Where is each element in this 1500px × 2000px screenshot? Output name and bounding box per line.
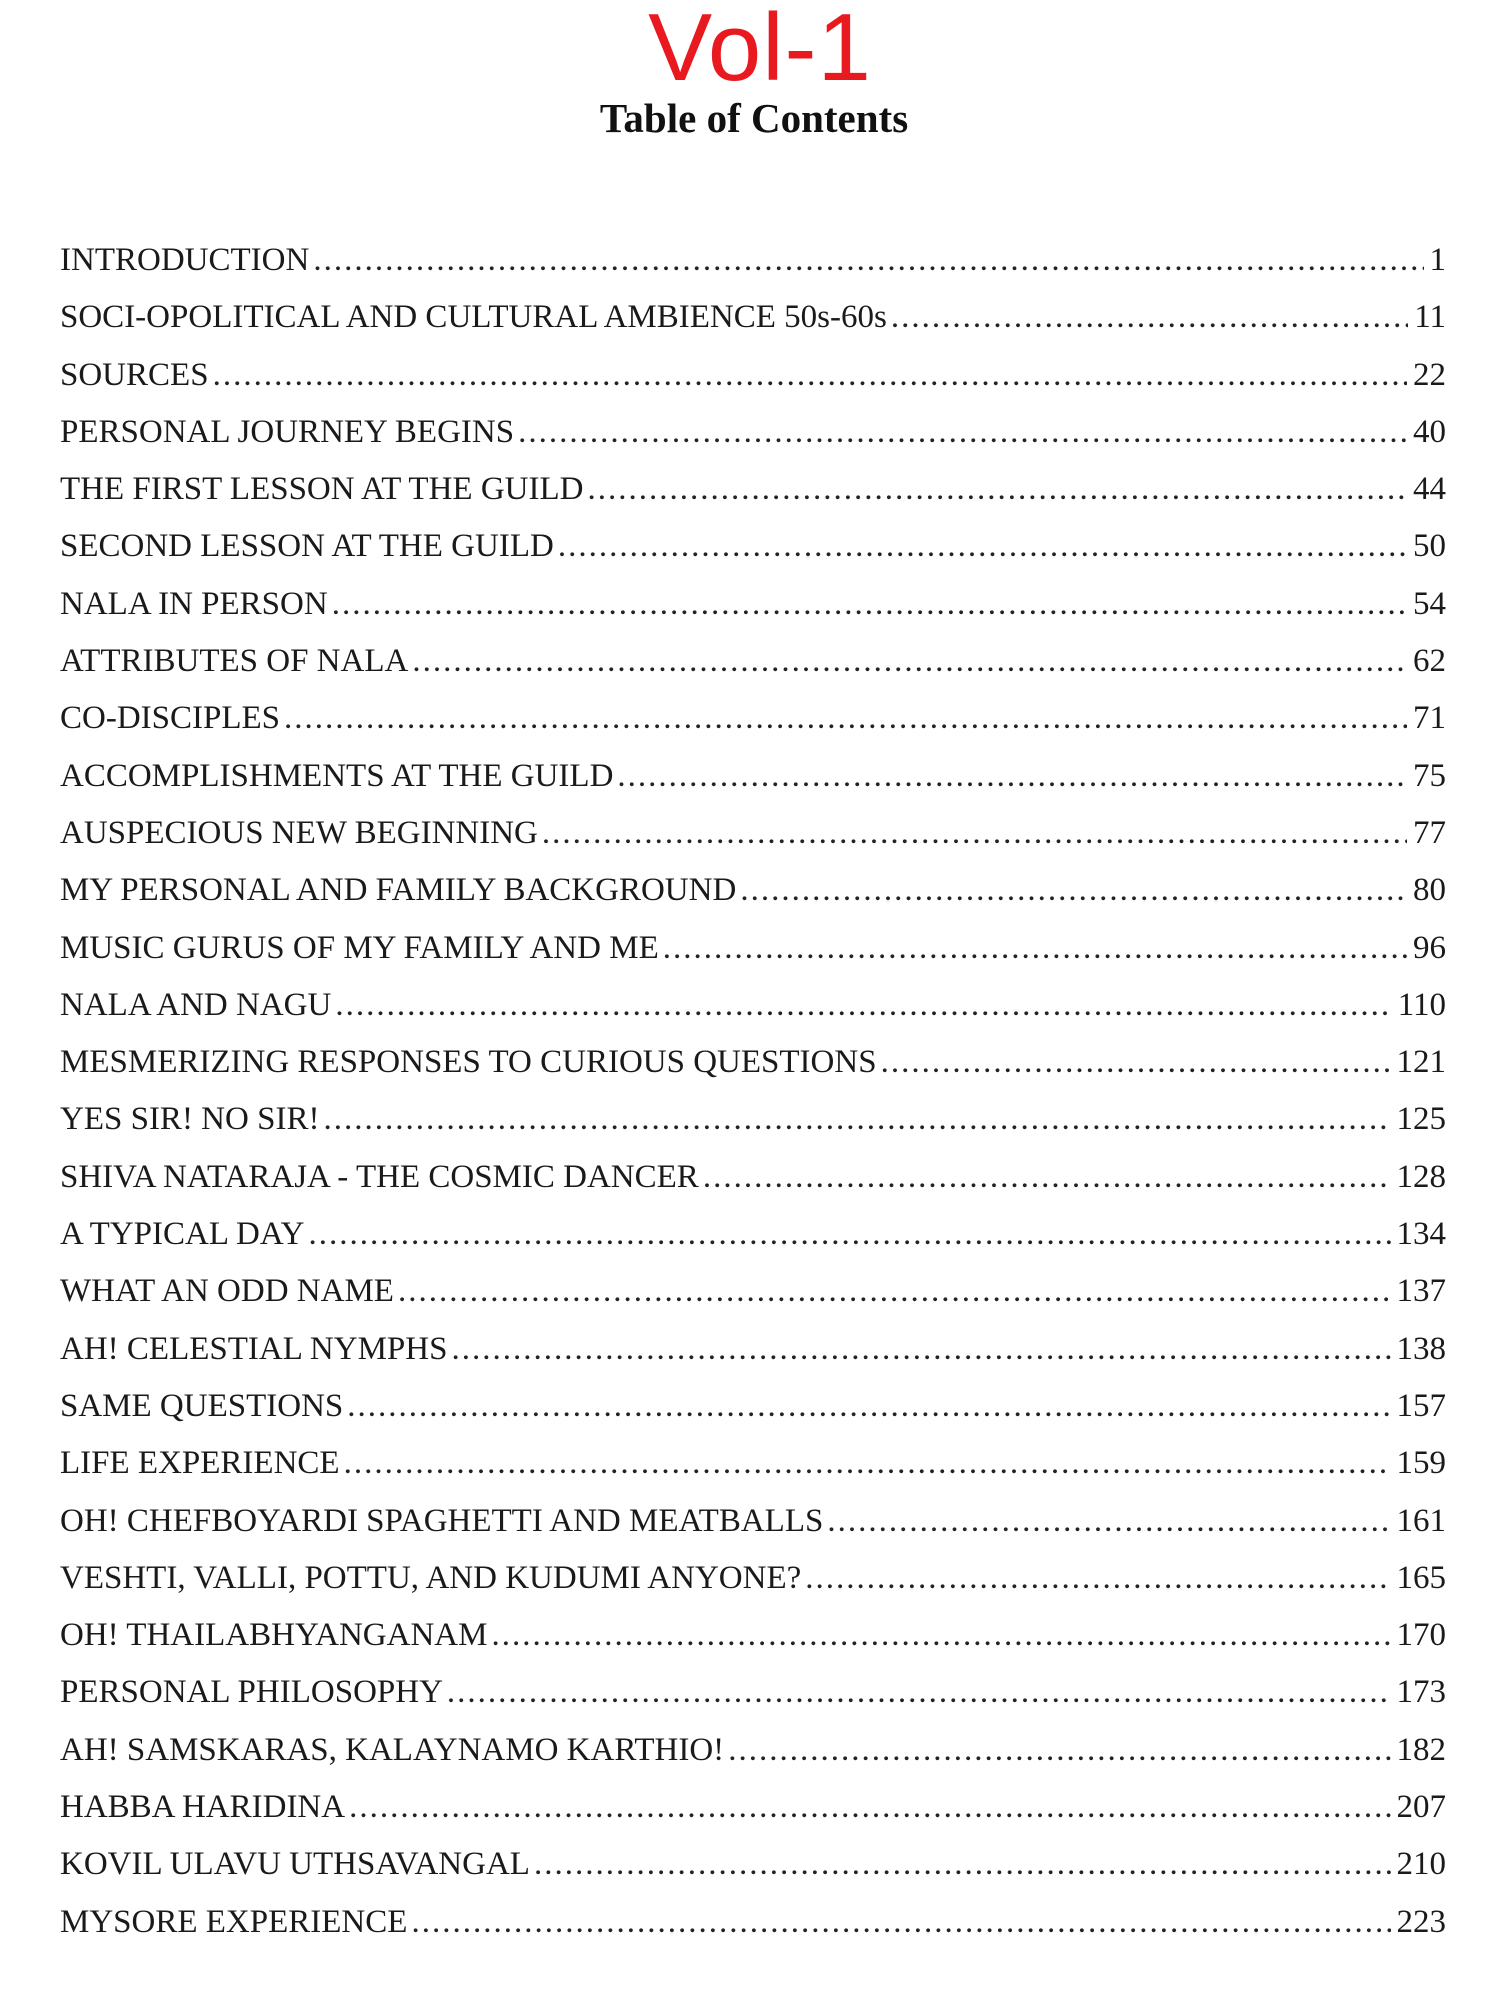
toc-entry[interactable] <box>60 1779 1446 1836</box>
toc-page-number: 138 <box>1396 1330 1446 1367</box>
toc-entry[interactable] <box>60 1722 1446 1779</box>
toc-dot-leader <box>347 1378 1390 1435</box>
toc-entry[interactable] <box>60 461 1446 518</box>
toc-dot-leader <box>534 1836 1391 1893</box>
toc-entry-title: AUSPECIOUS NEW BEGINNING <box>60 814 538 851</box>
toc-entry-title: INTRODUCTION <box>60 242 310 278</box>
toc-entry[interactable] <box>60 289 1446 346</box>
toc-entry-title: MY PERSONAL AND FAMILY BACKGROUND <box>60 872 737 909</box>
toc-dot-leader <box>663 920 1407 977</box>
toc-entry[interactable] <box>60 1149 1446 1206</box>
toc-entry[interactable] <box>60 977 1446 1034</box>
toc-entry-title: SHIVA NATARAJA - THE COSMIC DANCER <box>60 1158 699 1195</box>
toc-page-number: 170 <box>1396 1617 1446 1654</box>
toc-dot-leader <box>323 1091 1390 1148</box>
toc-entry-title: OH! THAILABHYANGANAM <box>60 1617 488 1654</box>
toc-dot-leader <box>313 232 1423 289</box>
toc-entry[interactable] <box>60 518 1446 575</box>
toc-dot-leader <box>558 518 1407 575</box>
toc-page-number: 165 <box>1396 1559 1446 1596</box>
toc-page-number: 121 <box>1396 1044 1446 1081</box>
toc-entry-title: ACCOMPLISHMENTS AT THE GUILD <box>60 757 614 794</box>
volume-title: Vol-1 <box>648 0 872 101</box>
toc-dot-leader <box>398 1263 1391 1320</box>
toc-entry[interactable] <box>60 576 1446 633</box>
toc-entry-title: MESMERIZING RESPONSES TO CURIOUS QUESTIONS <box>60 1044 877 1081</box>
toc-entry-title: HABBA HARIDINA <box>60 1789 346 1826</box>
toc-entry[interactable] <box>60 1550 1446 1607</box>
toc-entry[interactable] <box>60 404 1446 461</box>
toc-page-number: 96 <box>1413 929 1446 966</box>
toc-entry-title: PERSONAL PHILOSOPHY <box>60 1674 443 1711</box>
toc-entry[interactable] <box>60 1493 1446 1550</box>
toc-dot-leader <box>332 576 1407 633</box>
toc-dot-leader <box>213 347 1407 404</box>
toc-page-number: 110 <box>1397 986 1446 1023</box>
toc-entry-title: MUSIC GURUS OF MY FAMILY AND ME <box>60 929 659 966</box>
toc-page-number: 159 <box>1396 1445 1446 1482</box>
toc-entry[interactable] <box>60 1263 1446 1320</box>
toc-entry-title: OH! CHEFBOYARDI SPAGHETTI AND MEATBALLS <box>60 1502 824 1539</box>
toc-entry-title: KOVIL ULAVU UTHSAVANGAL <box>60 1846 530 1883</box>
toc-entry-title: NALA AND NAGU <box>60 986 332 1023</box>
toc-dot-leader <box>447 1664 1391 1721</box>
toc-page-number: 80 <box>1413 872 1446 909</box>
toc-entry[interactable] <box>60 748 1446 805</box>
toc-entry-title: SOCI-OPOLITICAL AND CULTURAL AMBIENCE 50s-60s <box>60 299 887 336</box>
toc-page-number: 62 <box>1413 643 1446 680</box>
toc-page-number: 54 <box>1413 585 1446 622</box>
toc-entry-title: SAME QUESTIONS <box>60 1387 344 1424</box>
toc-dot-leader <box>284 690 1407 747</box>
toc-entry[interactable] <box>60 232 1446 289</box>
toc-entry[interactable] <box>60 1664 1446 1721</box>
toc-entry[interactable] <box>60 1894 1446 1951</box>
toc-page-number: 1 <box>1429 242 1446 278</box>
toc-page-number: 75 <box>1413 757 1446 794</box>
toc-entry-title: SOURCES <box>60 356 209 393</box>
toc-dot-leader <box>491 1607 1390 1664</box>
toc-dot-leader <box>518 404 1407 461</box>
toc-dot-leader <box>587 461 1407 518</box>
toc-entry[interactable] <box>60 1378 1446 1435</box>
toc-dot-leader <box>451 1321 1390 1378</box>
toc-dot-leader <box>881 1034 1391 1091</box>
toc-entry-title: THE FIRST LESSON AT THE GUILD <box>60 471 584 508</box>
toc-dot-leader <box>617 748 1407 805</box>
toc-dot-leader <box>728 1722 1390 1779</box>
toc-entry[interactable] <box>60 1321 1446 1378</box>
toc-entry[interactable] <box>60 1836 1446 1893</box>
toc-entry-title: VESHTI, VALLI, POTTU, AND KUDUMI ANYONE? <box>60 1559 802 1596</box>
toc-page-number: 128 <box>1396 1158 1446 1195</box>
toc-page-number: 210 <box>1396 1846 1446 1883</box>
toc-page-number: 134 <box>1396 1216 1446 1253</box>
toc-entry[interactable] <box>60 633 1446 690</box>
toc-page-number: 223 <box>1396 1903 1446 1940</box>
toc-entry[interactable] <box>60 1034 1446 1091</box>
toc-page-number: 11 <box>1414 299 1446 336</box>
toc-page-number: 173 <box>1396 1674 1446 1711</box>
toc-dot-leader <box>411 1894 1390 1951</box>
toc-page-number: 77 <box>1413 814 1446 851</box>
toc-entry-title: WHAT AN ODD NAME <box>60 1273 394 1310</box>
toc-entry-title: A TYPICAL DAY <box>60 1216 305 1253</box>
toc-entry[interactable] <box>60 1607 1446 1664</box>
toc-entry[interactable] <box>60 347 1446 404</box>
toc-dot-leader <box>740 862 1407 919</box>
toc-entry[interactable] <box>60 690 1446 747</box>
toc-dot-leader <box>891 289 1408 346</box>
toc-entry[interactable] <box>60 1091 1446 1148</box>
toc-entry[interactable] <box>60 1435 1446 1492</box>
toc-dot-leader <box>349 1779 1390 1836</box>
toc-page-number: 71 <box>1413 700 1446 737</box>
toc-dot-leader <box>805 1550 1390 1607</box>
toc-entry-title: CO-DISCIPLES <box>60 700 281 737</box>
toc-page-number: 137 <box>1396 1273 1446 1310</box>
toc-page-number: 22 <box>1413 356 1446 393</box>
toc-page-number: 207 <box>1396 1789 1446 1826</box>
toc-entry-title: LIFE EXPERIENCE <box>60 1445 340 1482</box>
toc-page-number: 44 <box>1413 471 1446 508</box>
toc-entry-title: YES SIR! NO SIR! <box>60 1101 320 1138</box>
toc-page-number: 40 <box>1413 413 1446 450</box>
toc-page-number: 125 <box>1396 1101 1446 1138</box>
toc-entry-title: MYSORE EXPERIENCE <box>60 1903 408 1940</box>
toc-entry-title: ATTRIBUTES OF NALA <box>60 643 409 680</box>
table-of-contents <box>60 232 1446 1951</box>
toc-dot-leader <box>335 977 1391 1034</box>
toc-entry-title: NALA IN PERSON <box>60 585 328 622</box>
toc-dot-leader <box>542 805 1407 862</box>
toc-entry-title: AH! CELESTIAL NYMPHS <box>60 1330 448 1367</box>
toc-dot-leader <box>827 1493 1390 1550</box>
toc-page-number: 50 <box>1413 528 1446 565</box>
toc-entry-title: PERSONAL JOURNEY BEGINS <box>60 413 515 450</box>
toc-page-number: 161 <box>1396 1502 1446 1539</box>
toc-dot-leader <box>412 633 1407 690</box>
page-title: Table of Contents <box>599 95 909 141</box>
toc-page-number: 182 <box>1396 1731 1446 1768</box>
toc-entry-title: AH! SAMSKARAS, KALAYNAMO KARTHIO! <box>60 1731 725 1768</box>
toc-entry[interactable] <box>60 805 1446 862</box>
toc-entry[interactable] <box>60 920 1446 977</box>
toc-entry[interactable] <box>60 1206 1446 1263</box>
toc-entry-title: SECOND LESSON AT THE GUILD <box>60 528 554 565</box>
toc-dot-leader <box>309 1206 1391 1263</box>
toc-dot-leader <box>344 1435 1391 1492</box>
toc-entry[interactable] <box>60 862 1446 919</box>
toc-page-number: 157 <box>1396 1387 1446 1424</box>
toc-dot-leader <box>703 1149 1391 1206</box>
